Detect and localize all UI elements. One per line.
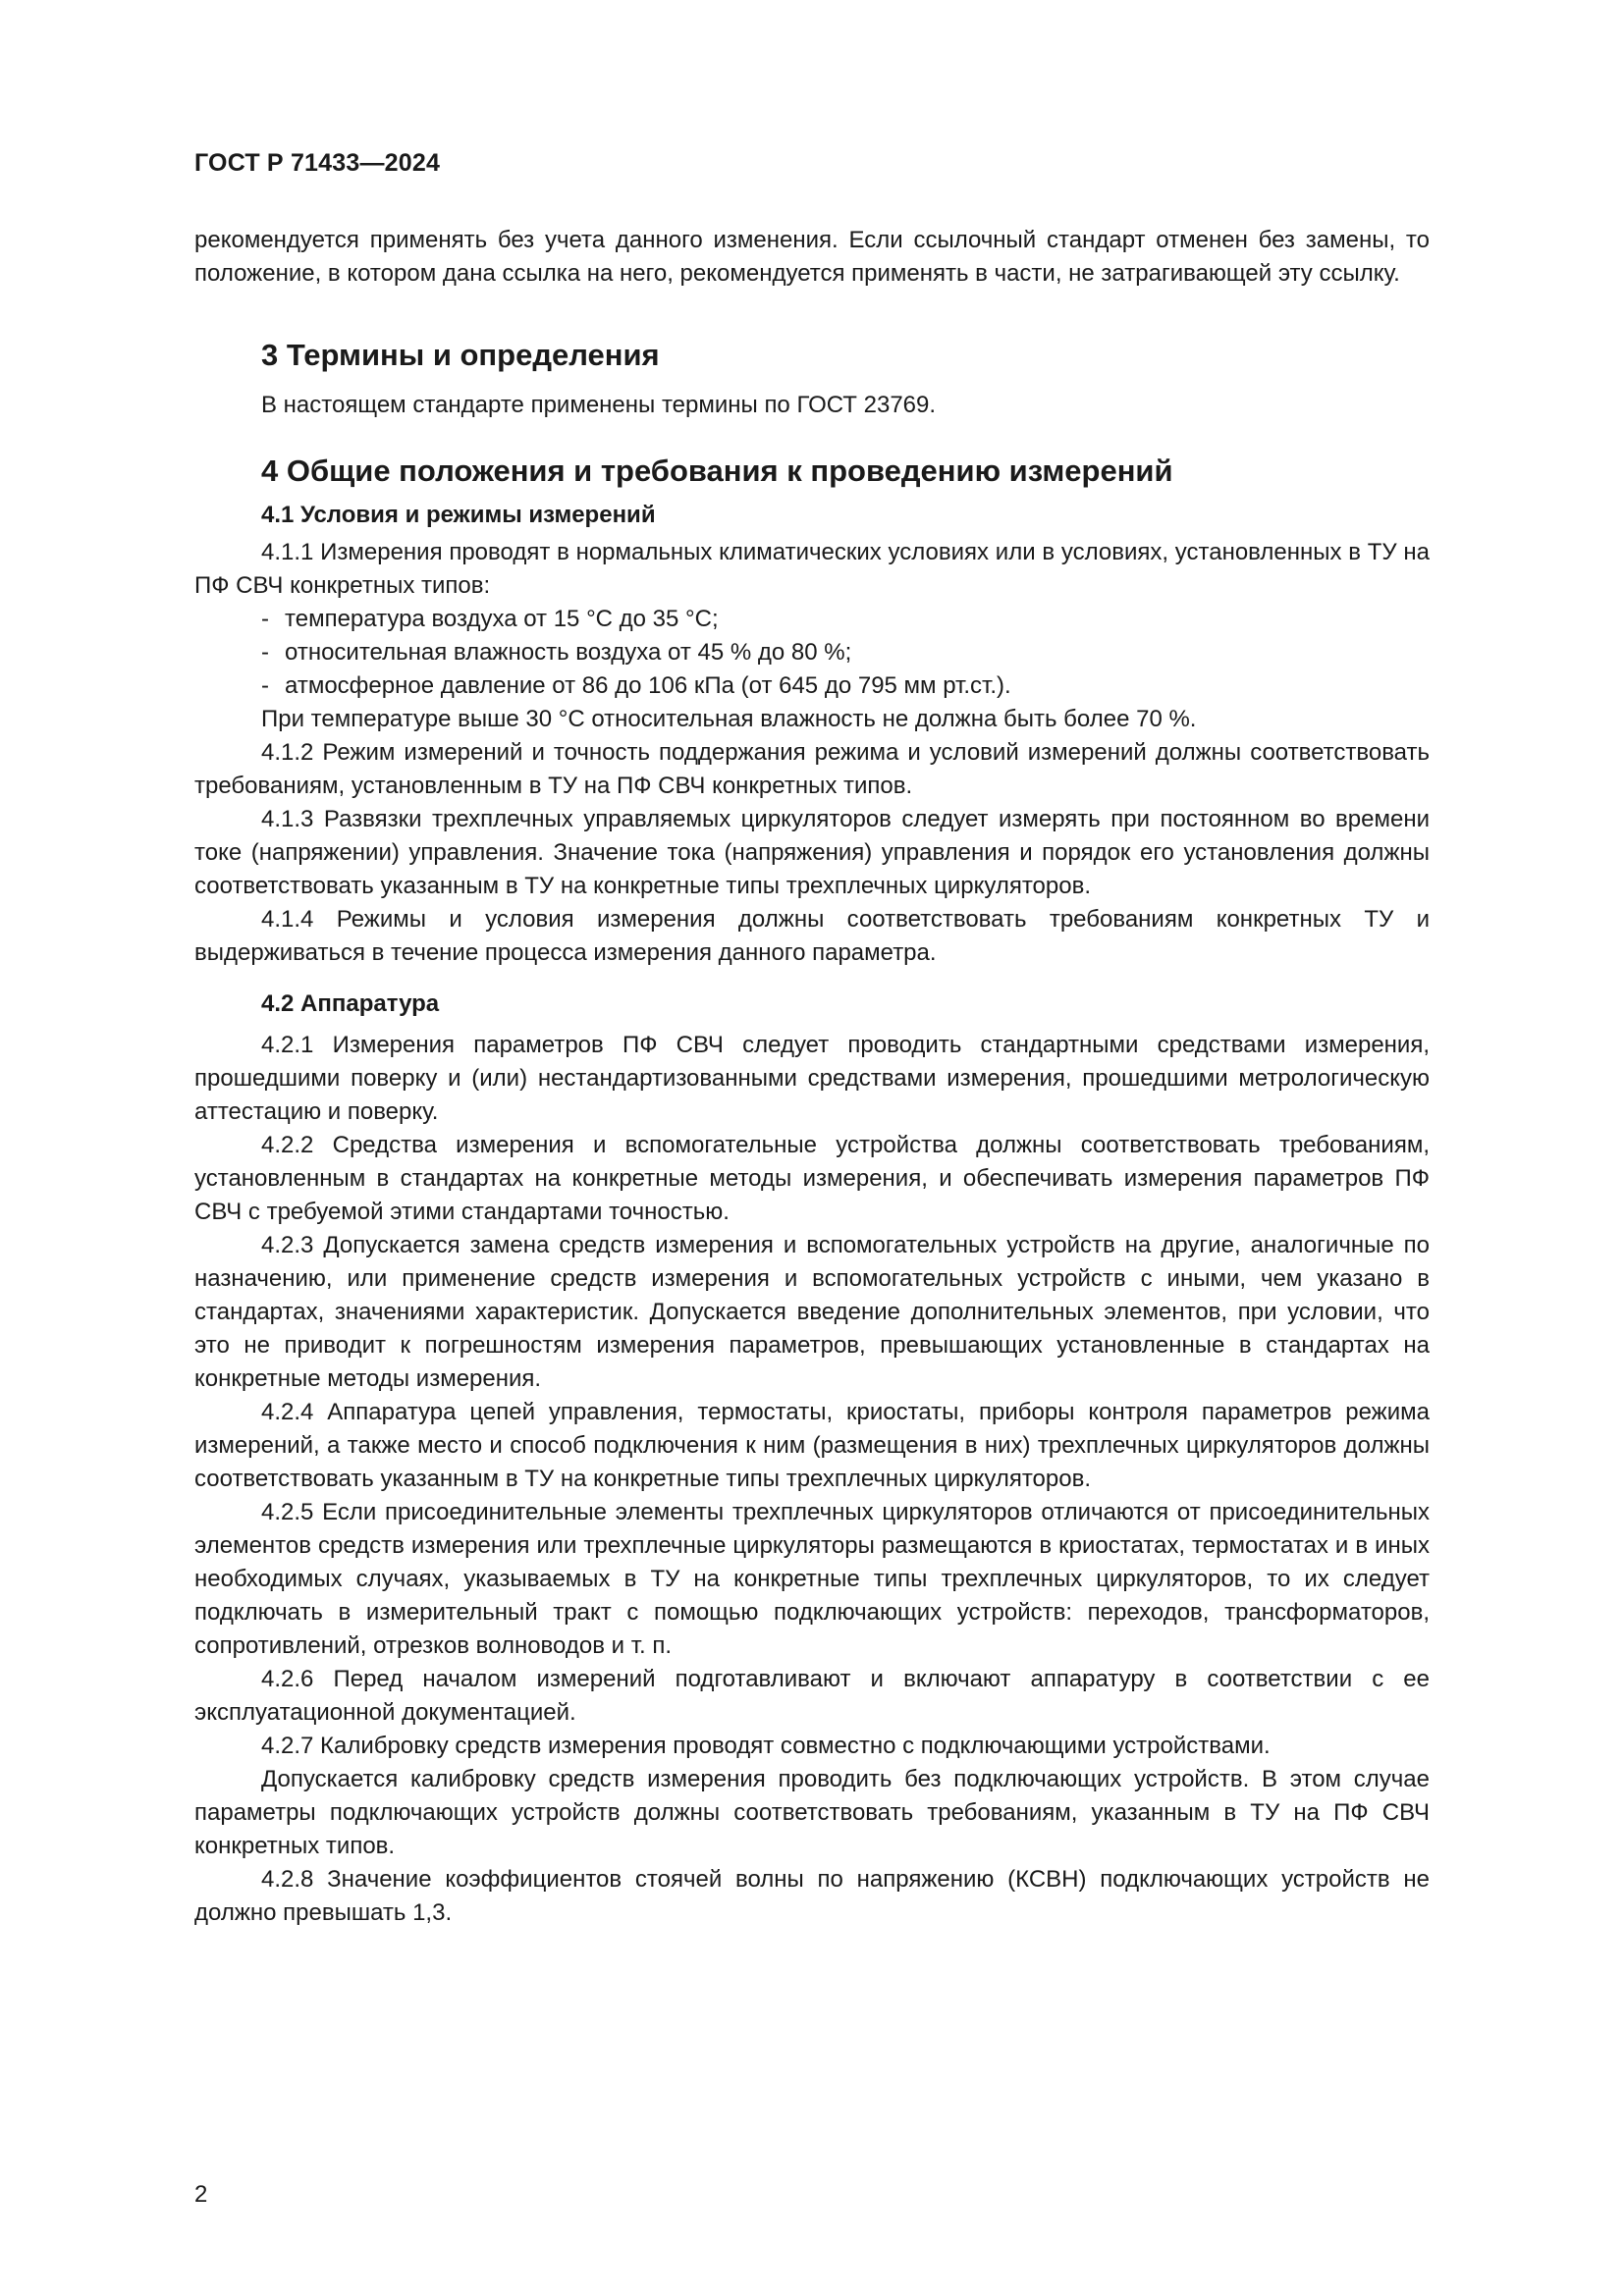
subsection-4-2-title: 4.2 Аппаратура (261, 990, 440, 1017)
paragraph-4-1-1: 4.1.1 Измерения проводят в нормальных климатических условиях или в условиях, установленных в ТУ на ПФ СВЧ конкретных типов: (194, 539, 1430, 599)
paragraph-4-2-7: 4.2.7 Калибровку средств измерения проводят совместно с подключающими устройствами. (261, 1733, 1271, 1759)
paragraph-4-1-2: 4.1.2 Режим измерений и точность поддержания режима и условий измерений должны соответствовать требованиям, установленным в ТУ на ПФ СВЧ конкретных типов. (194, 739, 1430, 799)
list-dash: - (261, 606, 269, 632)
section-3-text: В настоящем стандарте применены термины по ГОСТ 23769. (261, 392, 937, 418)
paragraph-4-2-6: 4.2.6 Перед началом измерений подготавливают и включают аппаратуру в соответствии с ее эксплуатационной документацией. (194, 1666, 1430, 1726)
list-item (194, 669, 1430, 703)
paragraph-4-2-5: 4.2.5 Если присоединительные элементы трехплечных циркуляторов отличаются от присоединительных элементов средств измерения или трехплечные циркуляторы размещаются в криостатах, термостатах и в иных необходимых случаях, указываемых в ТУ на конкретные типы трехплечных циркуляторов, то их следует подключать в измерительный тракт с помощью подключающих устройств: переходов, трансформаторов, сопротивлений, отрезков волноводов и т. п. (194, 1499, 1430, 1659)
list-dash: - (261, 639, 269, 666)
paragraph-4-1-3: 4.1.3 Развязки трехплечных управляемых циркуляторов следует измерять при постоянном во времени токе (напряжении) управления. Значение тока (напряжения) управления и порядок его установления должны соответствовать указанным в ТУ на конкретные типы трехплечных циркуляторов. (194, 806, 1430, 899)
intro-paragraph: рекомендуется применять без учета данного изменения. Если ссылочный стандарт отменен без замены, то положение, в котором дана ссылка на него, рекомендуется применять в части, не затрагивающей эту ссылку. (194, 227, 1430, 287)
section-4-title: 4 Общие положения и требования к проведению измерений (261, 454, 1173, 488)
section-3-title: 3 Термины и определения (261, 338, 660, 372)
paragraph-4-2-3: 4.2.3 Допускается замена средств измерения и вспомогательных устройств на другие, аналогичные по назначению, или применение средств измерения и вспомогательных устройств с иными, чем указано в стандартах, значениями характеристик. Допускается введение дополнительных элементов, при условии, что это не приводит к погрешностям измерения параметров, превышающих установленные в стандартах на конкретные методы измерения. (194, 1232, 1430, 1392)
list-item (194, 636, 1430, 669)
paragraph-4-1-4: 4.1.4 Режимы и условия измерения должны соответствовать требованиям конкретных ТУ и выдерживаться в течение процесса измерения данного параметра. (194, 906, 1430, 966)
paragraph-4-2-7-note: Допускается калибровку средств измерения проводить без подключающих устройств. В этом случае параметры подключающих устройств должны соответствовать требованиям, указанным в ТУ на ПФ СВЧ конкретных типов. (194, 1766, 1430, 1859)
paragraph-4-2-2: 4.2.2 Средства измерения и вспомогательные устройства должны соответствовать требованиям, установленным в стандартах на конкретные методы измерения, и обеспечивать измерения параметров ПФ СВЧ с требуемой этими стандартами точностью. (194, 1132, 1430, 1225)
list-item-text: атмосферное давление от 86 до 106 кПа (от 645 до 795 мм рт.ст.). (285, 672, 1011, 699)
paragraph-4-2-1: 4.2.1 Измерения параметров ПФ СВЧ следует проводить стандартными средствами измерения, прошедшими поверку и (или) нестандартизованными средствами измерения, прошедшими метрологическую аттестацию и поверку. (194, 1032, 1430, 1125)
list-item-text: температура воздуха от 15 °С до 35 °С; (285, 606, 719, 632)
paragraph-4-2-4: 4.2.4 Аппаратура цепей управления, термостаты, криостаты, приборы контроля параметров режима измерений, а также место и способ подключения к ним (размещения в них) трехплечных циркуляторов должны соответствовать указанным в ТУ на конкретные типы трехплечных циркуляторов. (194, 1399, 1430, 1492)
list-item (194, 603, 1430, 636)
list-dash: - (261, 672, 269, 699)
page-number: 2 (194, 2181, 208, 2208)
subsection-4-1-title: 4.1 Условия и режимы измерений (261, 502, 656, 528)
paragraph-4-2-8: 4.2.8 Значение коэффициентов стоячей волны по напряжению (КСВН) подключающих устройств не должно превышать 1,3. (194, 1866, 1430, 1926)
list-item-text: относительная влажность воздуха от 45 % до 80 %; (285, 639, 852, 666)
paragraph-4-1-1-note: При температуре выше 30 °С относительная влажность не должна быть более 70 %. (261, 706, 1197, 732)
document-code-header: ГОСТ Р 71433—2024 (194, 149, 441, 177)
document-body (194, 224, 1430, 1930)
